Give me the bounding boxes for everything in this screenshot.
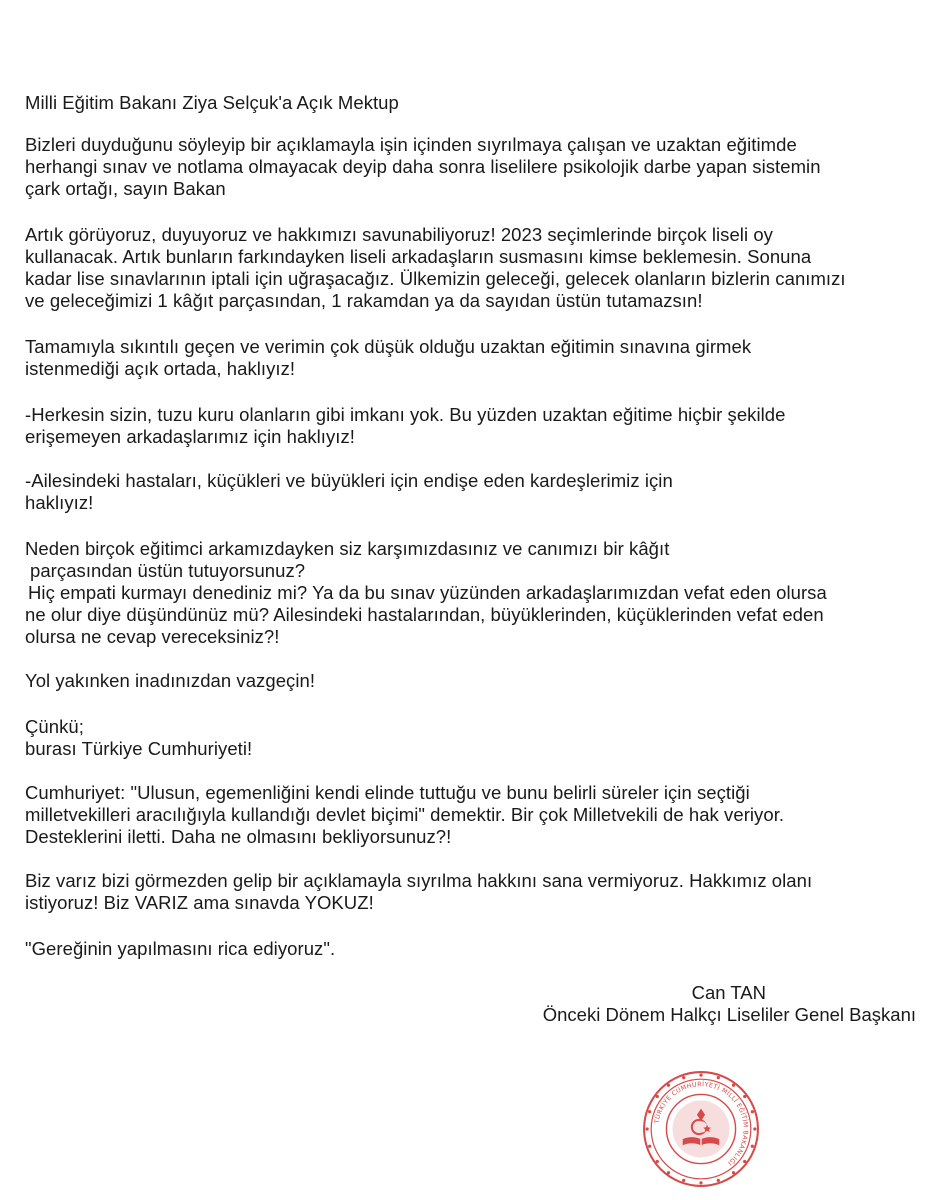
seal-ring-text: TÜRKİYE CUMHURİYETİ MİLLÎ EĞİTİM BAKANLIĞI: [653, 1081, 749, 1167]
paragraph-6-line-1: Neden birçok eğitimci arkamızdayken siz karşımızdasınız ve canımızı bir kâğıt: [25, 538, 670, 559]
paragraph-6-line-5: olursa ne cevap vereceksiniz?!: [25, 626, 280, 647]
paragraph-9-line-1: Cumhuriyet: "Ulusun, egemenliğini kendi elinde tuttuğu ve bunu belirli süreler için seçtiği: [25, 782, 750, 803]
paragraph-2-line-3: kadar lise sınavlarının iptali için uğraşacağız. Ülkemizin geleceği, gelecek olanların bizlerin canımızı: [25, 268, 846, 289]
paragraph-6-line-4: ne olur diye düşündünüz mü? Ailesindeki hastalarından, büyüklerinden, küçüklerinden vefat eden: [25, 604, 824, 625]
paragraph-3-line-2: istenmediği açık ortada, haklıyız!: [25, 358, 296, 379]
paragraph-5-line-2: haklıyız!: [25, 492, 94, 513]
ministry-seal-icon: [640, 1068, 762, 1190]
paragraph-4-line-1: -Herkesin sizin, tuzu kuru olanların gibi imkanı yok. Bu yüzden uzaktan eğitime hiçbir şekilde: [25, 404, 786, 425]
signature-name: Can TAN: [691, 982, 766, 1003]
paragraph-10-line-1: Biz varız bizi görmezden gelip bir açıklamayla sıyrılma hakkını sana vermiyoruz. Hakkımız olanı: [25, 870, 813, 891]
paragraph-4-line-2: erişemeyen arkadaşlarımız için haklıyız!: [25, 426, 355, 447]
paragraph-2-line-2: kullanacak. Artık bunların farkındayken liseli arkadaşların susmasını kimse beklemesin. Sonuna: [25, 246, 812, 267]
paragraph-8-line-2: burası Türkiye Cumhuriyeti!: [25, 738, 253, 759]
paragraph-7: Yol yakınken inadınızdan vazgeçin!: [25, 670, 316, 691]
paragraph-2-line-4: ve geleceğimizi 1 kâğıt parçasından, 1 rakamdan ya da sayıdan üstün tutamazsın!: [25, 290, 703, 311]
seal-emblem: [673, 1101, 730, 1158]
paragraph-11: "Gereğinin yapılmasını rica ediyoruz".: [25, 938, 336, 959]
paragraph-1-line-2: herhangi sınav ve notlama olmayacak deyip daha sonra liselilere psikolojik darbe yapan sistemin: [25, 156, 821, 177]
paragraph-9-line-2: milletvekilleri aracılığıyla kullandığı devlet biçimi" demektir. Bir çok Milletvekili de hak veriyor.: [25, 804, 785, 825]
paragraph-5-line-1: -Ailesindeki hastaları, küçükleri ve büyükleri için endişe eden kardeşlerimiz için: [25, 470, 673, 491]
paragraph-8-line-1: Çünkü;: [25, 716, 84, 737]
paragraph-6-line-3: Hiç empati kurmayı denediniz mi? Ya da bu sınav yüzünden arkadaşlarımızdan vefat eden olursa: [28, 582, 827, 603]
paragraph-9-line-3: Desteklerini iletti. Daha ne olmasını bekliyorsunuz?!: [25, 826, 452, 847]
signature-role: Önceki Dönem Halkçı Liseliler Genel Başkanı: [542, 1004, 916, 1025]
paragraph-6-line-2: parçasından üstün tutuyorsunuz?: [30, 560, 306, 581]
paragraph-10-line-2: istiyoruz! Biz VARIZ ama sınavda YOKUZ!: [25, 892, 374, 913]
paragraph-1-line-1: Bizleri duyduğunu söyleyip bir açıklamayla işin içinden sıyrılmaya çalışan ve uzaktan eğitimde: [25, 134, 797, 155]
letter-title: Milli Eğitim Bakanı Ziya Selçuk'a Açık Mektup: [25, 92, 399, 113]
paragraph-3-line-1: Tamamıyla sıkıntılı geçen ve verimin çok düşük olduğu uzaktan eğitimin sınavına girmek: [25, 336, 752, 357]
paragraph-2-line-1: Artık görüyoruz, duyuyoruz ve hakkımızı savunabiliyoruz! 2023 seçimlerinde birçok liseli oy: [25, 224, 773, 245]
paragraph-1-line-3: çark ortağı, sayın Bakan: [25, 178, 226, 199]
